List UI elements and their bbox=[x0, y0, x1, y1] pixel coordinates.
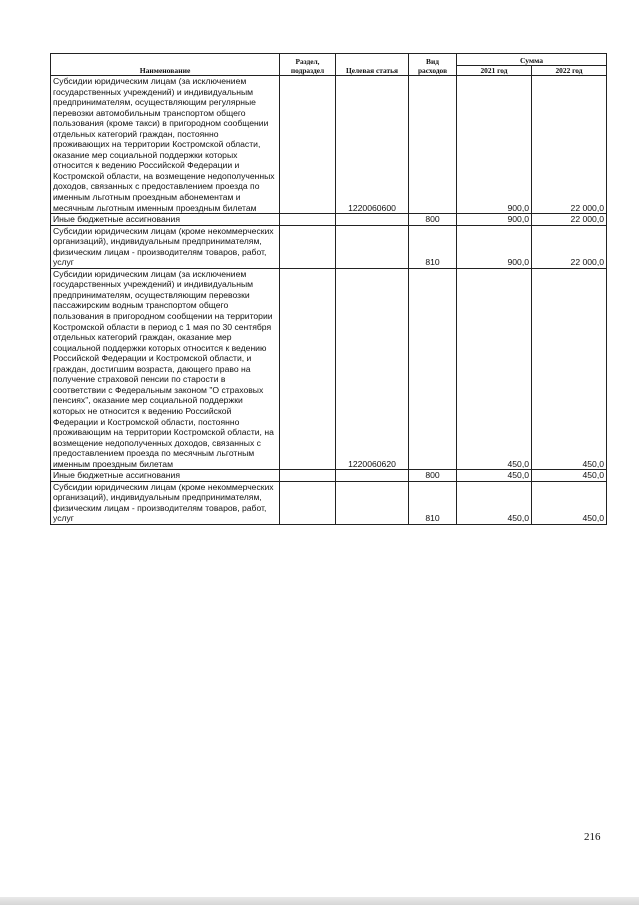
header-year-2022: 2022 год bbox=[532, 66, 607, 76]
row-section bbox=[280, 76, 336, 214]
row-target: 1220060620 bbox=[336, 268, 409, 469]
row-sum-2022: 22 000,0 bbox=[532, 225, 607, 268]
header-sum: Сумма bbox=[457, 54, 607, 66]
page-bottom-edge bbox=[0, 897, 639, 905]
table-header bbox=[51, 54, 607, 76]
row-section bbox=[280, 481, 336, 524]
row-name: Субсидии юридическим лицам (кроме некоммерческих организаций), индивидуальным предпринимателям, физическим лицам - производителям товаров, работ, услуг bbox=[51, 225, 280, 268]
row-expense-type: 810 bbox=[409, 481, 457, 524]
row-sum-2021: 900,0 bbox=[457, 214, 532, 226]
row-sum-2021: 450,0 bbox=[457, 268, 532, 469]
row-section bbox=[280, 268, 336, 469]
row-section bbox=[280, 225, 336, 268]
row-sum-2021: 450,0 bbox=[457, 481, 532, 524]
row-name: Иные бюджетные ассигнования bbox=[51, 214, 280, 226]
header-target: Целевая статья bbox=[336, 54, 409, 76]
row-section bbox=[280, 214, 336, 226]
header-name: Наименование bbox=[51, 54, 280, 76]
row-target bbox=[336, 481, 409, 524]
row-expense-type bbox=[409, 76, 457, 214]
table-row bbox=[51, 214, 607, 226]
table-row bbox=[51, 470, 607, 482]
row-target bbox=[336, 470, 409, 482]
table-row bbox=[51, 225, 607, 268]
row-sum-2021: 450,0 bbox=[457, 470, 532, 482]
page-number: 216 bbox=[584, 831, 601, 843]
row-expense-type: 800 bbox=[409, 470, 457, 482]
row-name: Иные бюджетные ассигнования bbox=[51, 470, 280, 482]
row-section bbox=[280, 470, 336, 482]
row-expense-type: 800 bbox=[409, 214, 457, 226]
budget-table bbox=[50, 53, 607, 525]
row-sum-2022: 450,0 bbox=[532, 470, 607, 482]
table-row bbox=[51, 76, 607, 214]
table-row bbox=[51, 268, 607, 469]
row-sum-2022: 450,0 bbox=[532, 481, 607, 524]
header-year-2021: 2021 год bbox=[457, 66, 532, 76]
table-row bbox=[51, 481, 607, 524]
header-expense-type: Вид расходов bbox=[409, 54, 457, 76]
row-name: Субсидии юридическим лицам (за исключением государственных учреждений) и индивидуальным предпринимателям, осуществляющим регулярные перевозки автомобильным транспортом общего пользования (кроме такси) в пригородном сообщении отдельных категорий граждан, постоянно проживающих на территории Костромской области, оказание мер социальной поддержки которых относится к ведению Российской Федерации и Костромской области, на возмещение недополученных доходов, связанных с предоставлением проезда по именным льготным проездным абонементам и месячным льготным именным проездным билетам bbox=[51, 76, 280, 214]
row-sum-2021: 900,0 bbox=[457, 76, 532, 214]
row-sum-2022: 22 000,0 bbox=[532, 76, 607, 214]
row-target bbox=[336, 214, 409, 226]
header-section: Раздел, подраздел bbox=[280, 54, 336, 76]
row-target bbox=[336, 225, 409, 268]
row-target: 1220060600 bbox=[336, 76, 409, 214]
row-sum-2022: 450,0 bbox=[532, 268, 607, 469]
row-sum-2021: 900,0 bbox=[457, 225, 532, 268]
row-expense-type: 810 bbox=[409, 225, 457, 268]
table-body bbox=[51, 76, 607, 525]
row-name: Субсидии юридическим лицам (кроме некоммерческих организаций), индивидуальным предпринимателям, физическим лицам - производителям товаров, работ, услуг bbox=[51, 481, 280, 524]
row-name: Субсидии юридическим лицам (за исключением государственных учреждений) и индивидуальным предпринимателям, осуществляющим перевозки пассажирским водным транспортом общего пользования в пригородном сообщении на территории Костромской области в период с 1 мая по 30 сентября отдельных категорий граждан, оказание мер социальной поддержки которых относится к ведению Российской Федерации и Костромской области, и граждан, достигшим возраста, дающего право на получение страховой пенсии по старости в соответствии с Федеральным законом "О страховых пенсиях", оказание мер социальной поддержки которых не относится к ведению Российской Федерации и Костромской области, постоянно проживающим на территории Костромской области, на возмещение недополученных доходов, связанных с предоставлением проезда по месячным льготным именным проездным билетам bbox=[51, 268, 280, 469]
row-sum-2022: 22 000,0 bbox=[532, 214, 607, 226]
row-expense-type bbox=[409, 268, 457, 469]
